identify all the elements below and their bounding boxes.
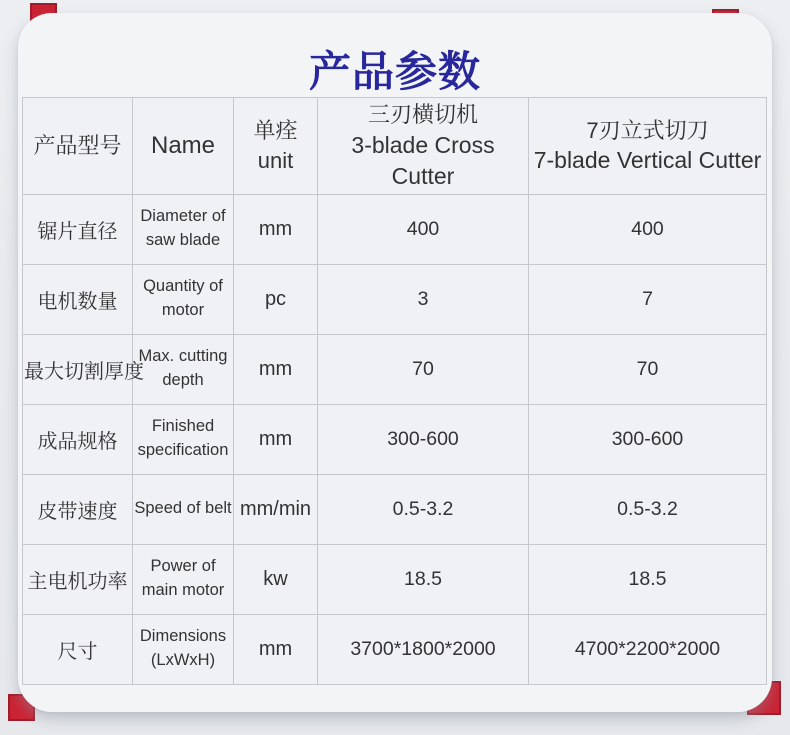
cross-cutter-value-cell: 70 <box>318 334 529 404</box>
param-name-en-cell: Dimensions (LxWxH) <box>133 614 234 684</box>
table-row-belt-speed <box>23 474 767 544</box>
param-name-en-cell: Max. cutting depth <box>133 334 234 404</box>
param-name-en-cell: Speed of belt <box>133 474 234 544</box>
vertical-cutter-value-cell: 7 <box>529 264 767 334</box>
header-cell-vertical-cutter <box>529 98 767 195</box>
unit-cell: mm/min <box>234 474 318 544</box>
unit-cell: mm <box>234 334 318 404</box>
page-title: 产品参数 <box>308 48 481 95</box>
header-cross-cutter-label-zh: 三刃横切机 <box>367 102 478 127</box>
table-row-saw-blade-diameter <box>23 194 767 264</box>
cross-cutter-value-cell: 18.5 <box>318 544 529 614</box>
header-vertical-cutter-label-en: 7-blade Vertical Cutter <box>533 147 762 174</box>
param-name-zh-cell: 最大切割厚度 <box>23 334 133 404</box>
header-product-model-label: 产品型号 <box>33 133 122 159</box>
vertical-cutter-value-cell: 400 <box>529 194 767 264</box>
unit-cell: kw <box>234 544 318 614</box>
table-row-motor-quantity <box>23 264 767 334</box>
table-row-main-motor-power <box>23 544 767 614</box>
vertical-cutter-value-cell: 300-600 <box>529 404 767 474</box>
vertical-cutter-value-cell: 70 <box>529 334 767 404</box>
header-name-label: Name <box>150 131 216 159</box>
header-cell-cross-cutter <box>318 98 529 195</box>
cross-cutter-value-cell: 0.5-3.2 <box>318 474 529 544</box>
product-parameters-card <box>18 13 772 712</box>
cross-cutter-value-cell: 3 <box>318 264 529 334</box>
cross-cutter-value-cell: 3700*1800*2000 <box>318 614 529 684</box>
header-unit-label-zh: 单痊 <box>253 118 298 144</box>
spec-table <box>22 97 767 685</box>
unit-cell: mm <box>234 614 318 684</box>
header-vertical-cutter-label-zh: 7刃立式切刀 <box>586 117 709 143</box>
param-name-en-cell: Quantity of motor <box>133 264 234 334</box>
unit-cell: pc <box>234 264 318 334</box>
header-cross-cutter-label-en: 3-blade Cross Cutter <box>351 131 495 189</box>
table-row-max-cutting-depth <box>23 334 767 404</box>
header-cell-product-model <box>23 98 133 195</box>
unit-cell: mm <box>234 404 318 474</box>
table-row-dimensions <box>23 614 767 684</box>
header-unit-label-en: unit <box>257 147 294 173</box>
cross-cutter-value-cell: 300-600 <box>318 404 529 474</box>
param-name-en-cell: Finished specification <box>133 404 234 474</box>
param-name-en-cell: Diameter of saw blade <box>133 194 234 264</box>
unit-cell: mm <box>234 194 318 264</box>
cross-cutter-value-cell: 400 <box>318 194 529 264</box>
table-row-finished-specification <box>23 404 767 474</box>
header-cell-unit <box>234 98 318 195</box>
param-name-zh-cell: 尺寸 <box>23 614 133 684</box>
param-name-zh-cell: 成品规格 <box>23 404 133 474</box>
param-name-zh-cell: 主电机功率 <box>23 544 133 614</box>
header-cell-name <box>133 98 234 195</box>
vertical-cutter-value-cell: 0.5-3.2 <box>529 474 767 544</box>
vertical-cutter-value-cell: 4700*2200*2000 <box>529 614 767 684</box>
param-name-en-cell: Power of main motor <box>133 544 234 614</box>
param-name-zh-cell: 锯片直径 <box>23 194 133 264</box>
param-name-zh-cell: 皮带速度 <box>23 474 133 544</box>
table-header-row <box>23 98 767 195</box>
vertical-cutter-value-cell: 18.5 <box>529 544 767 614</box>
param-name-zh-cell: 电机数量 <box>23 264 133 334</box>
